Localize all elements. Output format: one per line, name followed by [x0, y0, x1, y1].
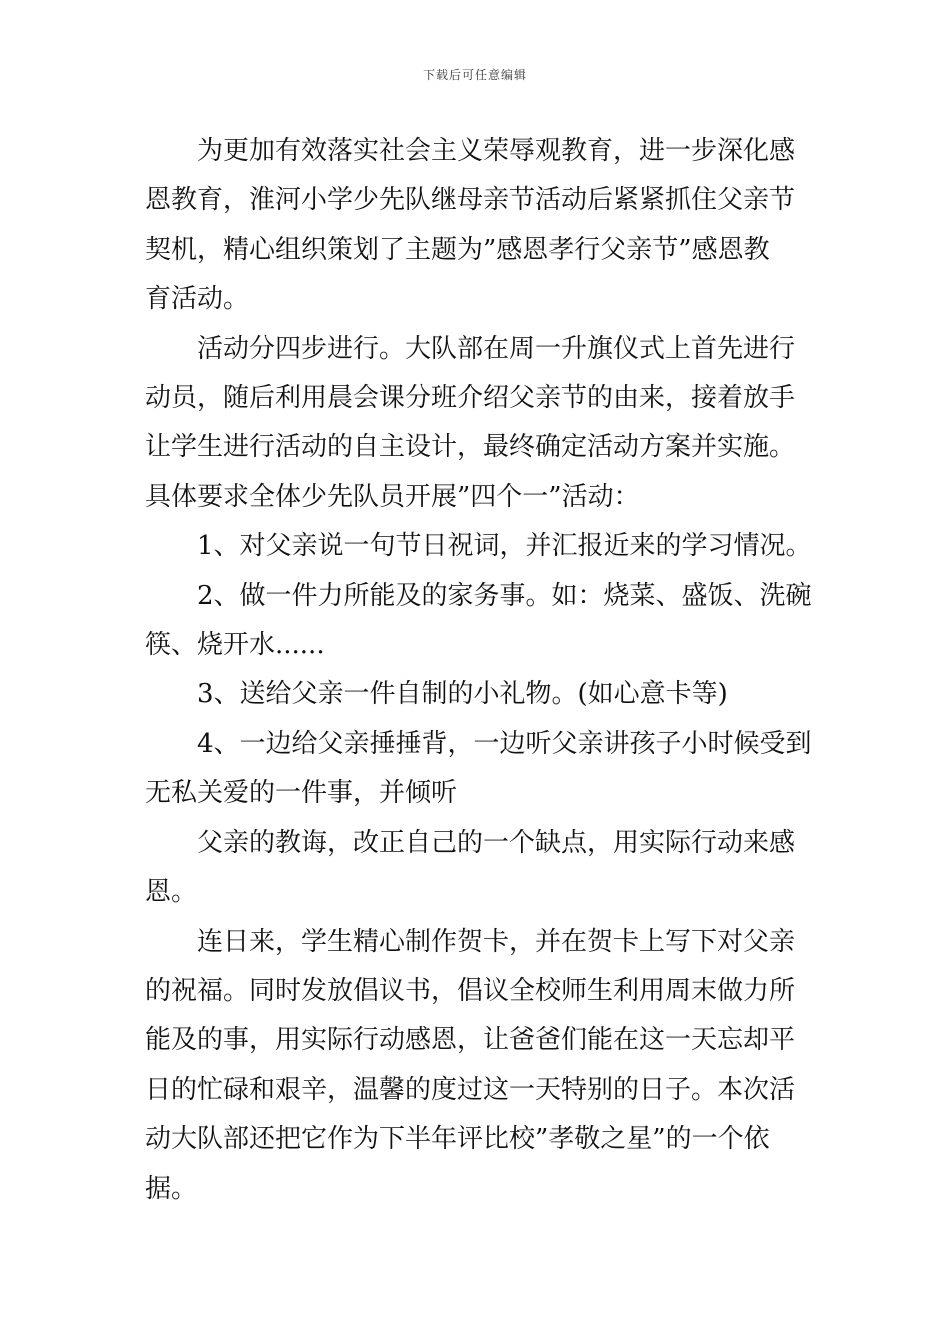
- list-item-1: [145, 522, 810, 571]
- paragraph-intro: [145, 127, 810, 325]
- text-line: 恩教育，淮河小学少先队继母亲节活动后紧紧抓住父亲节: [145, 185, 796, 216]
- text-line: 让学生进行活动的自主设计，最终确定活动方案并实施。: [145, 432, 796, 463]
- text-line: 动大队部还把它作为下半年评比校”孝敬之星”的一个依: [145, 1124, 770, 1155]
- paragraph-summary: [145, 918, 810, 1214]
- paragraph-continuation: [145, 819, 810, 918]
- text-line: 3、送给父亲一件自制的小礼物。(如心意卡等): [197, 679, 728, 710]
- list-item-2: [145, 572, 810, 671]
- paragraph-steps: [145, 325, 810, 523]
- text-line: 能及的事，用实际行动感恩，让爸爸们能在这一天忘却平: [145, 1025, 796, 1056]
- text-line: 无私关爱的一件事，并倾听: [145, 778, 458, 809]
- list-item-3: [145, 670, 810, 719]
- text-line: 具体要求全体少先队员开展”四个一”活动：: [145, 481, 640, 512]
- text-line: 契机，精心组织策划了主题为”感恩孝行父亲节”感恩教: [145, 234, 770, 265]
- text-line: 1、对父亲说一句节日祝词，并汇报近来的学习情况。: [197, 531, 812, 562]
- text-line: 据。: [145, 1173, 198, 1204]
- text-line: 4、一边给父亲捶捶背，一边听父亲讲孩子小时候受到: [197, 728, 812, 759]
- text-line: 的祝福。同时发放倡议书，倡议全校师生利用周末做力所: [145, 975, 796, 1006]
- document-body: [145, 127, 810, 1214]
- text-line: 育活动。: [145, 284, 250, 315]
- text-line: 筷、烧开水......: [145, 630, 325, 661]
- text-line: 为更加有效落实社会主义荣辱观教育，进一步深化感: [197, 136, 796, 166]
- text-line: 连日来，学生精心制作贺卡，并在贺卡上写下对父亲: [197, 926, 796, 957]
- text-line: 父亲的教诲，改正自己的一个缺点，用实际行动来感: [197, 827, 796, 858]
- list-item-4: [145, 720, 810, 819]
- text-line: 活动分四步进行。大队部在周一升旗仪式上首先进行: [197, 333, 796, 364]
- text-line: 日的忙碌和艰辛，温馨的度过这一天特别的日子。本次活: [145, 1074, 796, 1105]
- text-line: 2、做一件力所能及的家务事。如：烧菜、盛饭、洗碗: [197, 580, 812, 611]
- header-note: 下载后可任意编辑: [422, 68, 527, 82]
- text-line: 恩。: [145, 877, 198, 908]
- text-line: 动员，随后利用晨会课分班介绍父亲节的由来，接着放手: [145, 383, 796, 414]
